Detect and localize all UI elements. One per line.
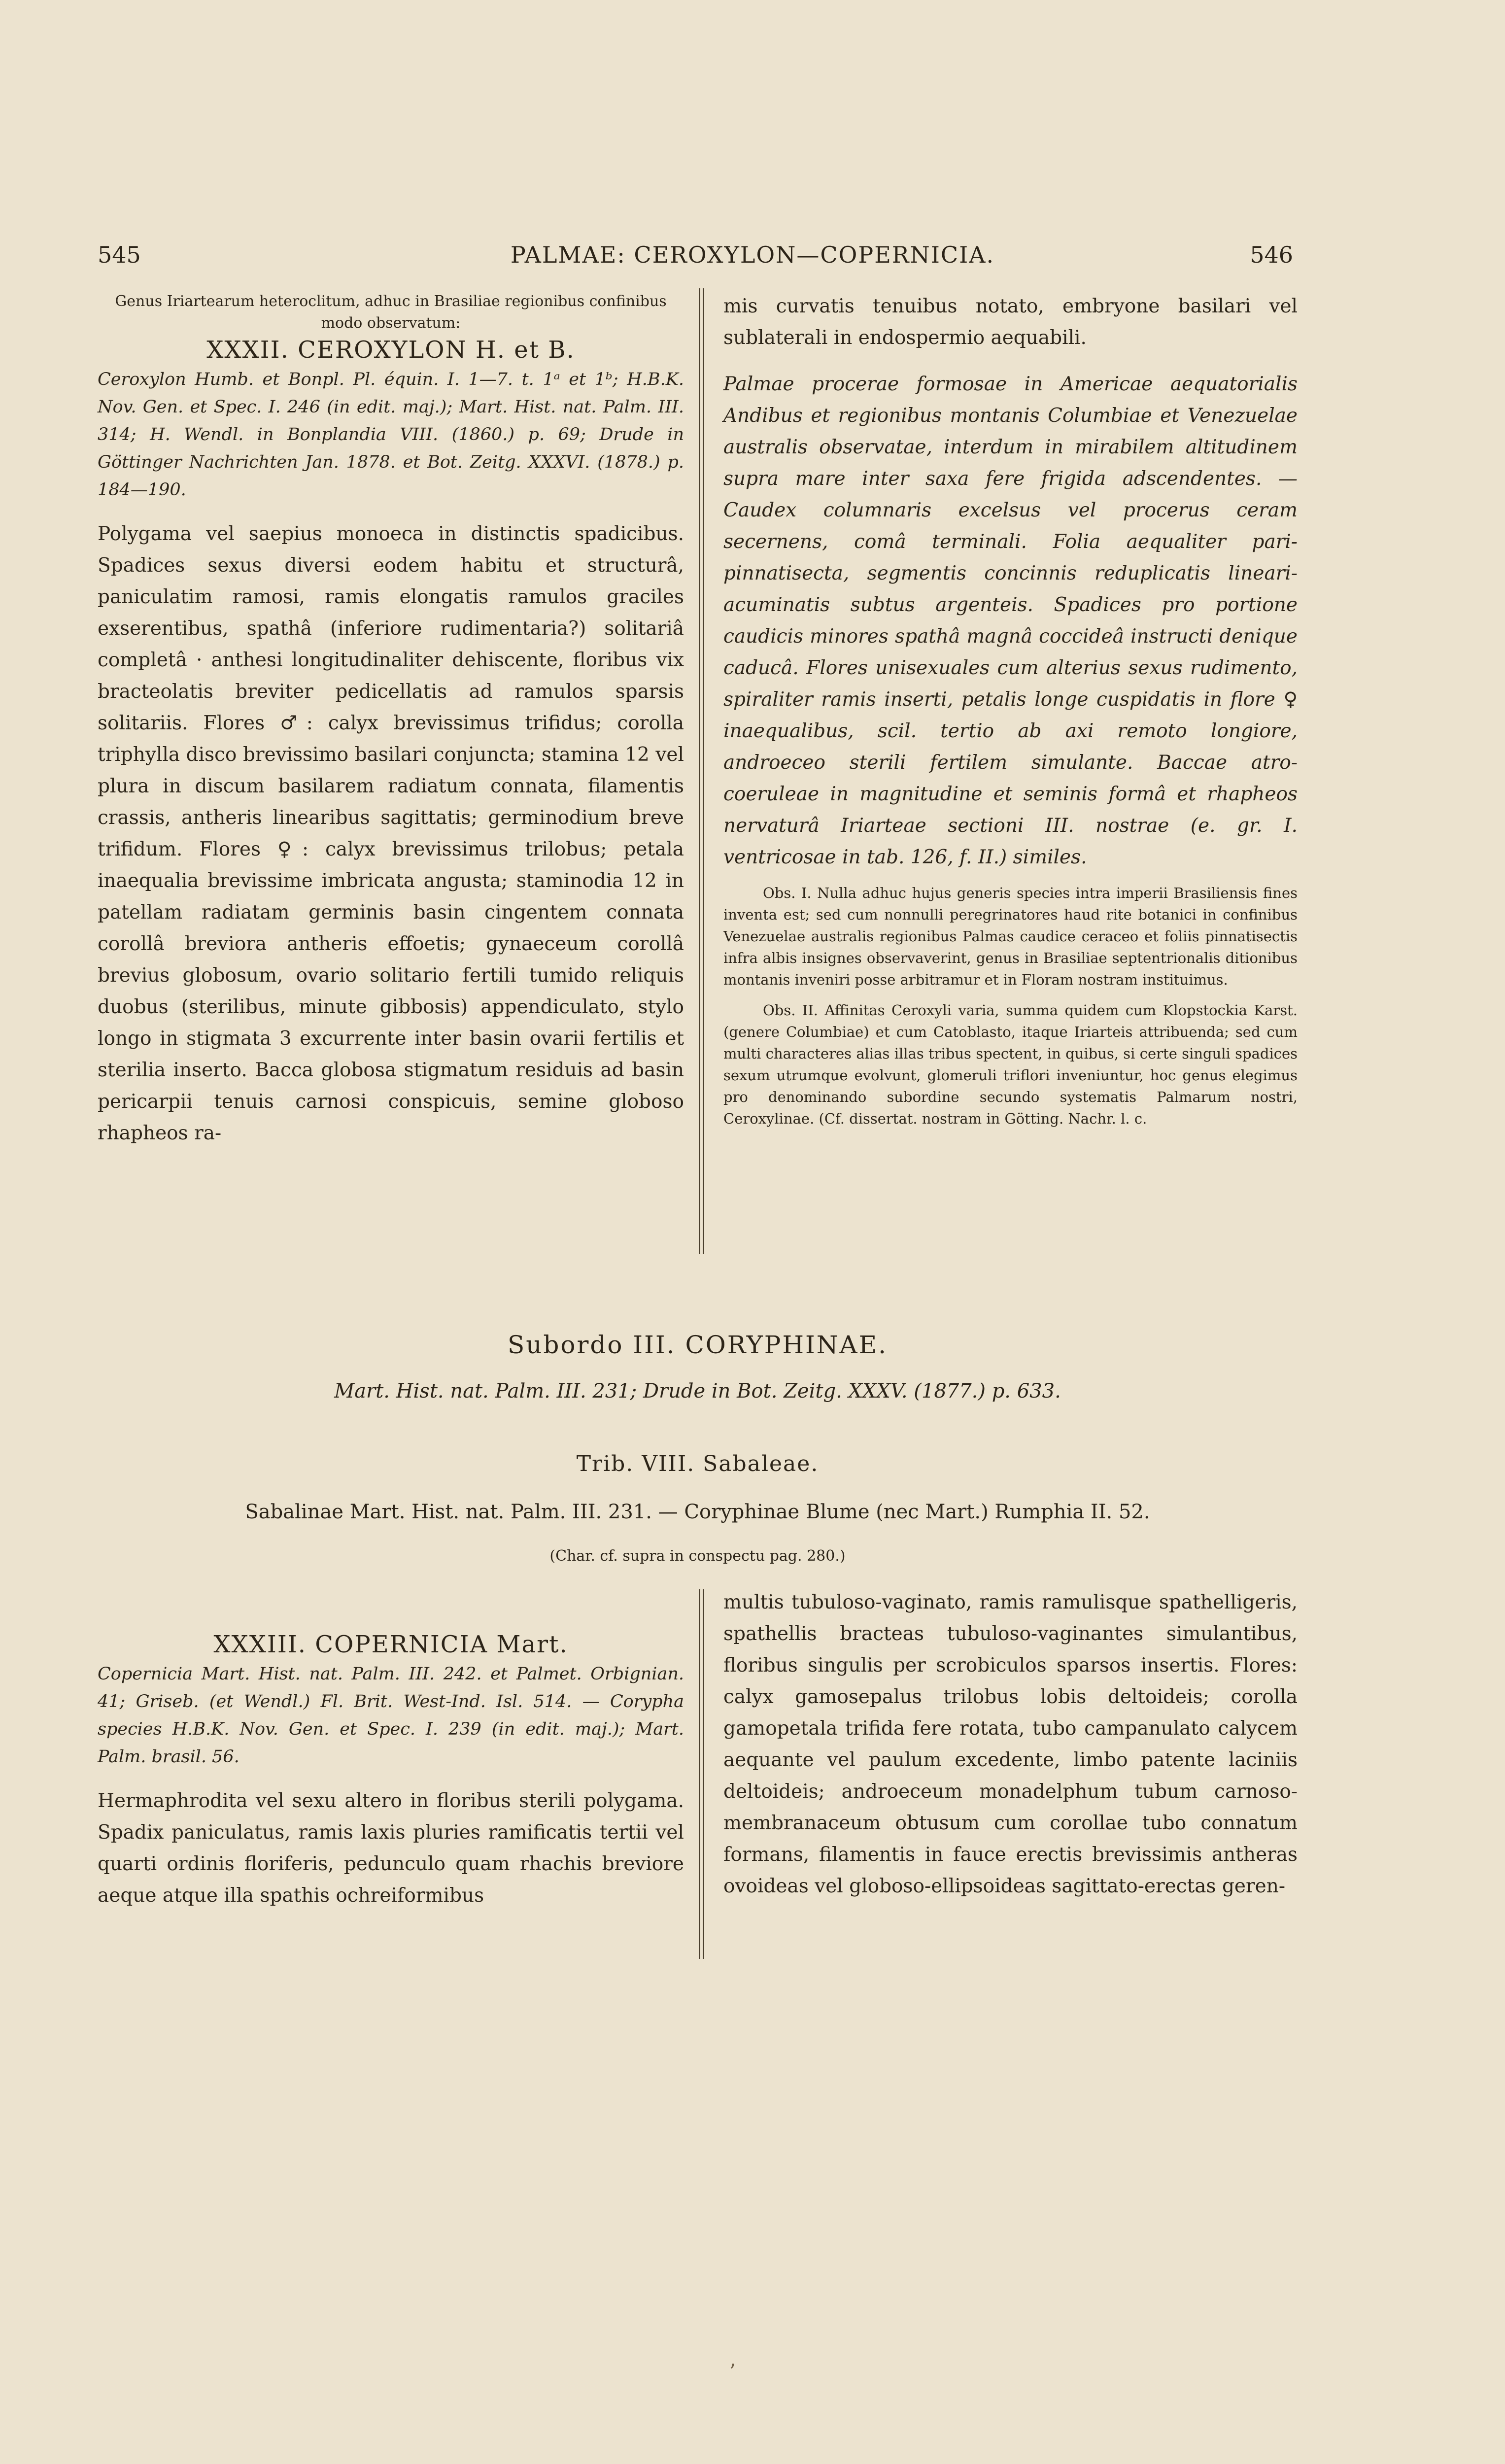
column-rule-bottom-inner (703, 1589, 704, 1959)
column-bottom-left (98, 1629, 684, 1912)
footer-mark: ’ (729, 2361, 736, 2383)
genus-description-ceroxylon: Polygama vel saepius monoeca in distinctis spadicibus. Spadices sexus diversi eodem habitu et structurâ, paniculatim ramosi, ramis elongatis ramulos graciles exserentibus, spathâ (inferiore rudimentaria?) solitariâ completâ · anthesi longitudinaliter dehiscente, floribus vix bracteolatis breviter pedicellatis ad ramulos sparsis solitariis. Flores ♂: calyx brevissimus trifidus; corolla triphylla disco brevissimo basilari conjuncta; stamina 12 vel plura in discum basilarem radiatum connata, filamentis crassis, antheris linearibus sagittatis; germinodium breve trifidum. Flores ♀: calyx brevissimus trilobus; petala inaequalia brevissime imbricata angusta; staminodia 12 in patellam radiatam germinis basin cingentem connata corollâ breviora antheris effoetis; gynaeceum corollâ brevius globosum, ovario solitario fertili tumido reliquis duobus (sterilibus, minute gibbosis) appendiculato, stylo longo in stigmata 3 excurrente inter basin ovarii fertilis et sterilia inserto. Bacca globosa stigmatum residuis ad basin pericarpii tenuis carnosi conspicuis, semine globoso rhapheos ra- (98, 523, 684, 1144)
genus-title-copernicia: XXXIII. COPERNICIA Mart. (213, 1631, 568, 1658)
genus-reference-ceroxylon: Ceroxylon Humb. et Bonpl. Pl. équin. I. 1—7. t. 1ᵃ et 1ᵇ; H.B.K. Nov. Gen. et Spec. I. 246 (in edit. maj.); Mart. Hist. nat. Palm. III. 314; H. Wendl. in Bonplandia VIII. (1860.) p. 69; Drude in Göttinger Nachrichten Jan. 1878. et Bot. Zeitg. XXXVI. (1878.) p. 184—190. (98, 370, 684, 500)
genus-reference-copernicia: Copernicia Mart. Hist. nat. Palm. III. 242. et Palmet. Orbignian. 41; Griseb. (et Wendl.) Fl. Brit. West-Ind. Isl. 514. — Corypha species H.B.K. Nov. Gen. et Spec. I. 239 (in edit. maj.); Mart. Palm. brasil. 56. (98, 1664, 684, 1767)
tribe-reference: Sabalinae Mart. Hist. nat. Palm. III. 231. — Coryphinae Blume (nec Mart.) Rumphia II. 52. (245, 1501, 1150, 1523)
column-rule-top (699, 288, 700, 1254)
suborder-title: Subordo III. CORYPHINAE. (507, 1331, 888, 1359)
intro-note: Genus Iriartearum heteroclitum, adhuc in Brasiliae regionibus confinibus modo observatum: (115, 293, 667, 332)
column-bottom-right (723, 1587, 1298, 1902)
column-rule-top-inner (703, 288, 704, 1254)
running-title: PALMAE: CEROXYLON—COPERNICIA. (510, 241, 995, 268)
observation-one: Obs. I. Nulla adhuc hujus generis species intra imperii Brasiliensis fines inventa est; sed cum nonnulli peregrinatores haud rite botanici in confinibus Venezuelae australis regionibus Palmas caudice ceraceo et foliis pinnatisectis infra albis insignes observaverint, genus in Brasiliae septentrionalis ditionibus montanis inveniri posse arbitramur et in Floram nostram instituimus. (723, 885, 1298, 988)
habitat-paragraph: Palmae procerae formosae in Americae aequatorialis Andibus et regionibus montanis Columbiae et Venezuelae australis observatae, interdum in mirabilem altitudinem supra mare inter saxa fere frigida adscendentes. — Caudex columnaris excelsus vel procerus ceram secernens, comâ terminali. Folia aequaliter pari-pinnatisecta, segmentis concinnis reduplicatis lineari-acuminatis subtus argenteis. Spadices pro portione caudicis minores spathâ magnâ coccideâ instructi denique caducâ. Flores unisexuales cum alterius sexus rudimento, spiraliter ramis inserti, petalis longe cuspidatis in flore ♀ inaequalibus, scil. tertio ab axi remoto longiore, androeceo sterili fertilem simulante. Baccae atro-coeruleae in magnitudine et seminis formâ et rhapheos nervaturâ Iriarteae sectioni III. nostrae (e. gr. I. ventricosae in tab. 126, f. II.) similes. (723, 373, 1298, 868)
column-rule-bottom (699, 1589, 700, 1959)
page-number-left: 545 (98, 241, 141, 268)
suborder-reference: Mart. Hist. nat. Palm. III. 231; Drude in Bot. Zeitg. XXXV. (1877.) p. 633. (334, 1380, 1061, 1403)
copernicia-continuation: multis tubuloso-vaginato, ramis ramulisque spathelligeris, spathellis bracteas tubuloso-vaginantes simulantibus, floribus singulis per scrobiculos sparsos insertis. Flores: calyx gamosepalus trilobus lobis deltoideis; corolla gamopetala trifida fere rotata, tubo campanulato calycem aequante vel paulum excedente, limbo patente laciniis deltoideis; androeceum monadelphum tubum carnoso-membranaceum obtusum cum corollae tubo connatum formans, filamentis in fauce erectis brevissimis antheras ovoideas vel globoso-ellipsoideas sagittato-erectas geren- (723, 1591, 1298, 1897)
column-top-left (98, 291, 684, 1149)
genus-description-copernicia: Hermaphrodita vel sexu altero in floribus sterili polygama. Spadix paniculatus, ramis laxis pluries ramificatis tertii vel quarti ordinis floriferis, pedunculo quam rhachis breviore aeque atque illa spathis ochreiformibus (98, 1790, 684, 1907)
column-top-right (723, 291, 1298, 1129)
genus-title-ceroxylon: XXXII. CEROXYLON H. et B. (206, 336, 575, 364)
page-number-right: 546 (1250, 241, 1293, 268)
description-continuation: mis curvatis tenuibus notato, embryone basilari vel sublaterali in endospermio aequabili. (723, 295, 1298, 349)
character-note: (Char. cf. supra in conspectu pag. 280.) (549, 1547, 846, 1565)
observation-two: Obs. II. Affinitas Ceroxyli varia, summa quidem cum Klopstockia Karst. (genere Columbiae) et cum Catoblasto, itaque Iriarteis attribuenda; sed cum multi characteres alias illas tribus spectent, in quibus, si certe singuli spadices sexum utrumque evolvunt, glomeruli triflori inveniuntur, hoc genus elegimus pro denominando subordine secundo systematis Palmarum nostri, Ceroxylinae. (Cf. dissertat. nostram in Götting. Nachr. l. c. (723, 1002, 1298, 1127)
tribe-title: Trib. VIII. Sabaleae. (576, 1451, 819, 1476)
